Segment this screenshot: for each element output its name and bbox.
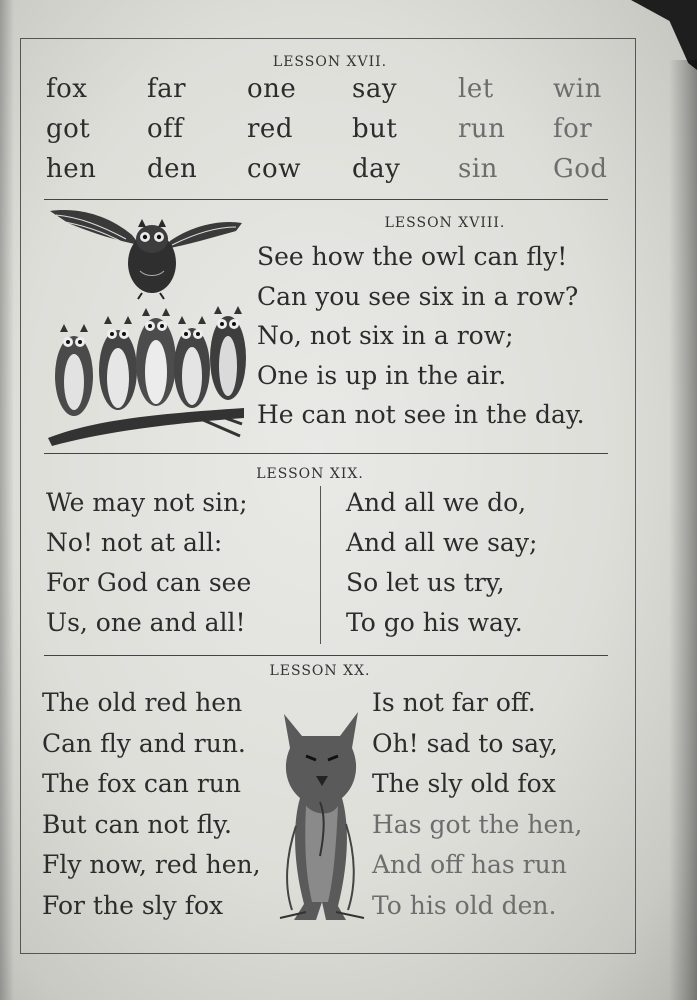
- word-cell: red: [247, 114, 293, 144]
- word-cell: got: [46, 114, 91, 144]
- word-cell: cow: [247, 154, 301, 184]
- word-cell: win: [553, 74, 602, 104]
- page-edge-right: [669, 60, 697, 1000]
- poem-line-right: Oh! sad to say,: [372, 728, 558, 758]
- poem-line-left: But can not fly.: [42, 809, 232, 839]
- poem-line-left: For the sly fox: [42, 890, 224, 920]
- word-cell: God: [553, 154, 608, 184]
- poem-line: Can you see six in a row?: [257, 281, 579, 311]
- word-cell: fox: [46, 74, 88, 104]
- lesson-17-heading: LESSON XVII.: [272, 54, 388, 70]
- word-cell: den: [147, 154, 198, 184]
- flying-owl-illustration: [48, 205, 244, 301]
- divider: [44, 655, 608, 656]
- poem-line-right: To go his way.: [346, 608, 523, 637]
- poem-line-left: The old red hen: [42, 688, 243, 717]
- word-cell: off: [147, 114, 184, 144]
- word-cell: run: [458, 114, 506, 144]
- lesson-19-heading: LESSON XIX.: [256, 466, 364, 482]
- poem-line-right: To his old den.: [372, 890, 557, 920]
- poem-line-right: And off has run: [372, 850, 567, 879]
- divider: [44, 453, 608, 454]
- poem-line-right: And all we do,: [346, 488, 527, 517]
- word-cell: for: [553, 114, 593, 144]
- word-cell: say: [352, 74, 398, 104]
- owls-on-branch-illustration: [44, 296, 248, 446]
- lesson-20-heading: LESSON XX.: [269, 663, 371, 679]
- word-cell: sin: [458, 154, 498, 184]
- poem-line: No, not six in a row;: [257, 321, 514, 350]
- poem-line-right: So let us try,: [346, 568, 505, 597]
- word-cell: but: [352, 114, 398, 144]
- poem-line-right: Is not far off.: [372, 688, 536, 717]
- poem-line-right: And all we say;: [346, 528, 538, 557]
- word-cell: far: [147, 74, 187, 104]
- poem-line-right: The sly old fox: [372, 769, 556, 798]
- poem-line-left: The fox can run: [42, 769, 241, 798]
- poem-line: He can not see in the day.: [257, 400, 585, 429]
- divider: [44, 199, 608, 200]
- poem-line-right: Has got the hen,: [372, 809, 583, 839]
- word-cell: hen: [46, 154, 97, 184]
- column-divider: [320, 486, 321, 644]
- page-edge-left: [0, 0, 14, 1000]
- poem-line: See how the owl can fly!: [257, 242, 568, 271]
- word-cell: day: [352, 154, 401, 184]
- poem-line-left: Can fly and run.: [42, 728, 246, 758]
- poem-line-left: For God can see: [46, 568, 252, 597]
- poem-line-left: Us, one and all!: [46, 608, 246, 637]
- poem-line: One is up in the air.: [257, 360, 507, 390]
- poem-line-left: We may not sin;: [46, 488, 248, 517]
- poem-line-left: No! not at all:: [46, 528, 223, 557]
- lesson-18-heading: LESSON XVIII.: [384, 215, 506, 231]
- word-cell: one: [247, 74, 297, 104]
- poem-line-left: Fly now, red hen,: [42, 850, 261, 879]
- fox-illustration: [276, 706, 366, 928]
- word-cell: let: [458, 74, 494, 104]
